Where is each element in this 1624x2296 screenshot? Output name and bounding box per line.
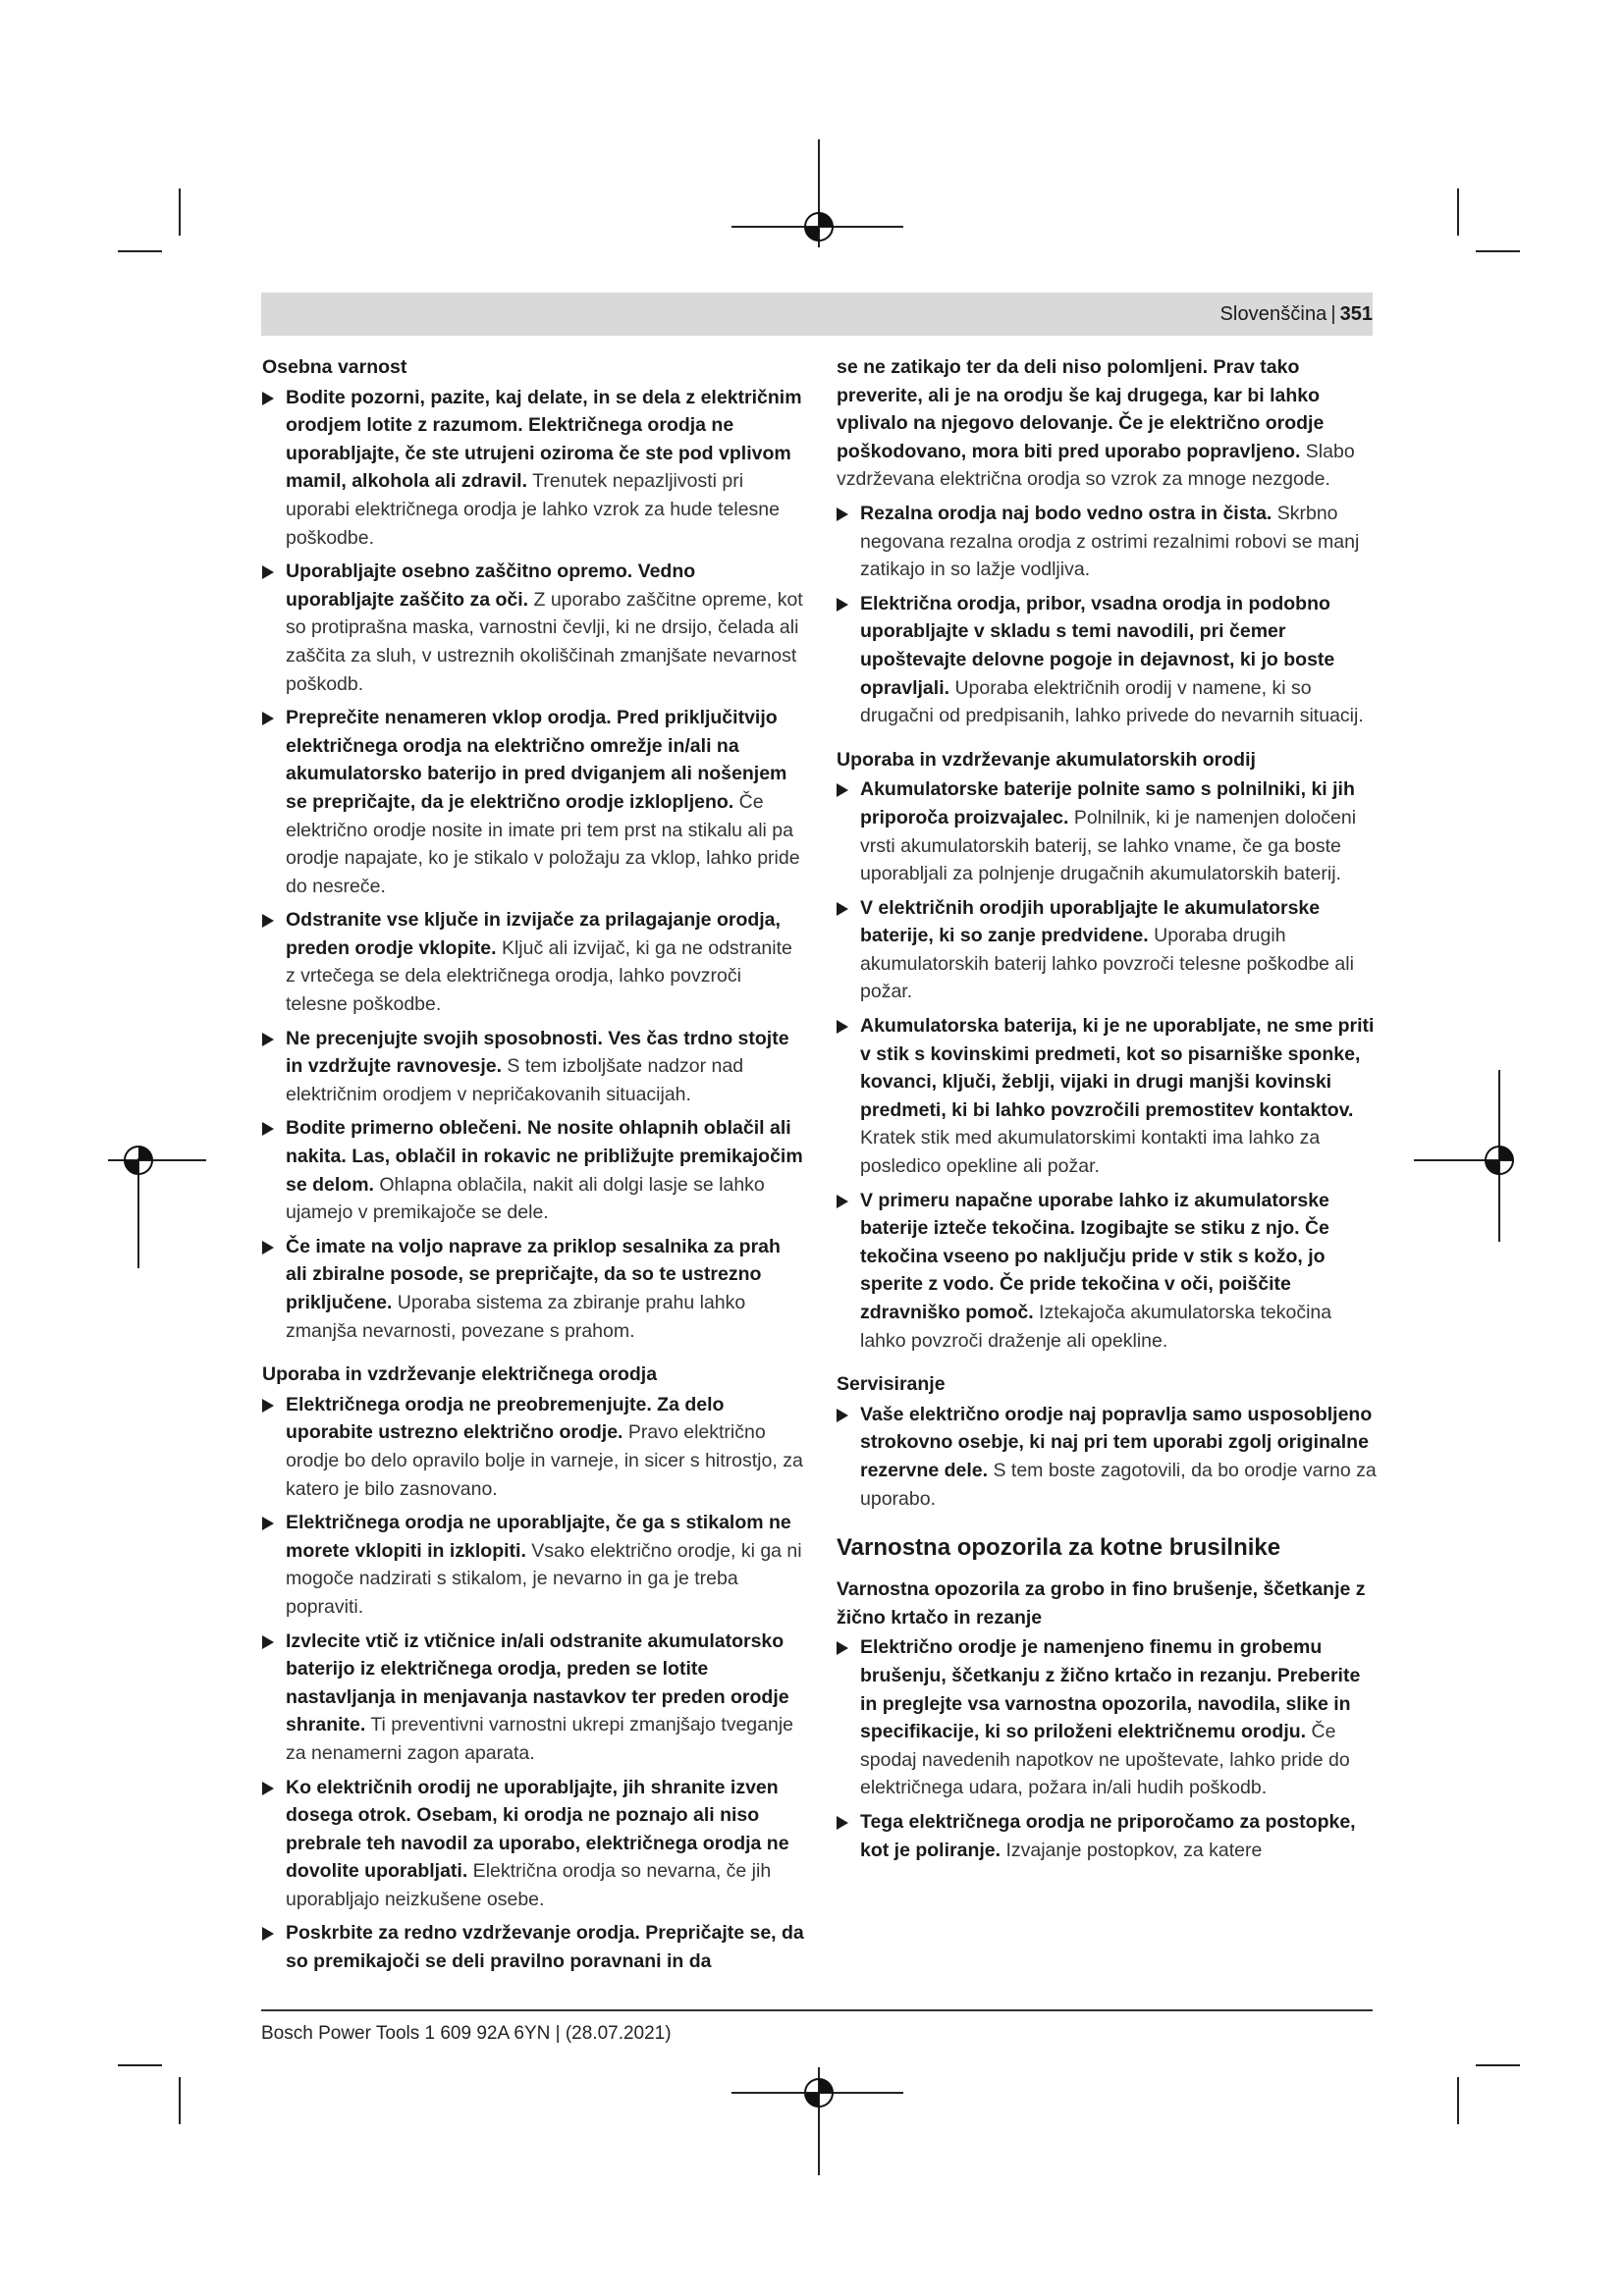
list-item: [837, 775, 1379, 887]
item-bold-text: Električnega orodja ne preobremenjujte. Za delo uporabite ustrezno električno orodje.: [286, 1393, 725, 1444]
registration-target-icon: [797, 205, 840, 248]
item-bold-text: V primeru napačne uporabe lahko iz akumulatorske baterije izteče tekočina. Izogibajte se stiku z njo. Če tekočina vseeno po naključju pride v stik s kožo, jo sperite z vodo. Če pride tekočina v oči, poiščite zdravniško pomoč.: [860, 1189, 1329, 1323]
header-separator: |: [1330, 303, 1336, 325]
item-bold-text: V električnih orodjih uporabljajte le akumulatorske baterije, ki so zanje predvidene.: [860, 896, 1321, 947]
page-header: [1219, 298, 1373, 330]
item-plain-text: Uporaba električnih orodij v namene, ki so drugačni od predpisanih, lahko privede do nevarnih situacij.: [860, 676, 1364, 727]
list-item: [262, 906, 804, 1018]
item-plain-text: Iztekajoča akumulatorska tekočina lahko povzroči draženje ali opekline.: [860, 1302, 1332, 1352]
bullet-triangle-icon: [837, 1195, 848, 1208]
item-plain-text: Uporaba sistema za zbiranje prahu lahko zmanjša nevarnosti, povezane s prahom.: [286, 1292, 746, 1342]
item-bold-text: Izvlecite vtič iz vtičnice in/ali odstranite akumulatorsko baterijo iz električnega orodja, preden se lotite nastavljanja in menjavanja nastavkov ter preden orodje shranite.: [286, 1629, 789, 1736]
registration-target-icon: [117, 1139, 160, 1182]
crop-mark: [1476, 2064, 1520, 2066]
item-plain-text: Ti preventivni varnostni ukrepi zmanjšajo tveganje za nenamerni zagon aparata.: [286, 1714, 794, 1764]
item-bold-text: Rezalna orodja naj bodo vedno ostra in čista.: [860, 502, 1272, 524]
bullet-triangle-icon: [262, 1635, 274, 1649]
list-item: [262, 384, 804, 553]
footer-text: Bosch Power Tools 1 609 92A 6YN | (28.07.2021): [261, 2023, 672, 2044]
list-item: [262, 1628, 804, 1768]
section-heading-akumulatorska: Uporaba in vzdrževanje akumulatorskih orodij: [837, 748, 1256, 771]
crop-mark: [118, 250, 162, 252]
bullet-triangle-icon: [262, 1927, 274, 1941]
item-bold-text: Bodite pozorni, pazite, kaj delate, in se dela z električnim orodjem lotite z razumom. Električnega orodja ne uporabljajte, če ste utrujeni oziroma če ste pod vplivom mamil, alkohola ali zdravil.: [286, 386, 802, 493]
header-band: [261, 293, 1373, 336]
item-bold-text: Če imate na voljo naprave za priklop sesalnika za prah ali zbiralne posode, se prepričajte, da so te ustrezno priključene.: [286, 1235, 781, 1313]
list-item: [837, 1808, 1379, 1864]
list-item: [262, 1774, 804, 1914]
bullet-triangle-icon: [262, 712, 274, 725]
item-plain-text: Trenutek nepazljivosti pri uporabi električnega orodja je lahko vzrok za hude telesne poškodbe.: [286, 470, 780, 549]
bullet-triangle-icon: [262, 1399, 274, 1413]
list-item: [262, 1025, 804, 1109]
section-heading-osebna: Osebna varnost: [262, 356, 407, 378]
crop-mark: [179, 2077, 181, 2124]
item-plain-text: Slabo vzdrževana električna orodja so vzrok za mnoge nezgode.: [837, 440, 1355, 491]
bullet-triangle-icon: [262, 392, 274, 405]
right-column: [837, 353, 1379, 1870]
list-item: [262, 1114, 804, 1226]
item-bold-text: Odstranite vse ključe in izvijače za prilagajanje orodja, preden orodje vklopite.: [286, 909, 781, 959]
list-item: [837, 590, 1379, 730]
bullet-triangle-icon: [262, 1782, 274, 1795]
item-plain-text: Vsako električno orodje, ki ga ni mogoče nadzirati s stikalom, je nevarno in ga je treba popraviti.: [286, 1539, 802, 1618]
item-plain-text: Ohlapna oblačila, nakit ali dolgi lasje se lahko ujamejo v premikajoče se dele.: [286, 1173, 765, 1224]
bullet-triangle-icon: [262, 914, 274, 928]
bullet-triangle-icon: [837, 783, 848, 797]
item-plain-text: Izvajanje postopkov, za katere: [1001, 1839, 1263, 1861]
left-column: [262, 353, 804, 1982]
item-plain-text: Električna orodja so nevarna, če jih uporabljajo neizkušene osebe.: [286, 1860, 772, 1910]
list-item: [837, 1012, 1379, 1181]
list-item: [262, 1919, 804, 1975]
list-item: [837, 500, 1379, 584]
item-bold-text: Vaše električno orodje naj popravlja samo usposobljeno strokovno osebje, ki naj pri tem uporabi zgolj originalne rezervne dele.: [860, 1403, 1373, 1481]
bullet-triangle-icon: [262, 1033, 274, 1046]
item-bold-text: Ne precenjujte svojih sposobnosti. Ves čas trdno stojte in vzdržujte ravnovesje.: [286, 1027, 789, 1078]
crop-mark: [118, 2064, 162, 2066]
item-plain-text: S tem izboljšate nadzor nad električnim orodjem v nepričakovanih situacijah.: [286, 1055, 744, 1105]
item-plain-text: Kratek stik med akumulatorskimi kontakti ima lahko za posledico opekline ali požar.: [860, 1127, 1321, 1178]
list-item: [262, 1391, 804, 1503]
bullet-triangle-icon: [262, 1122, 274, 1136]
footer-rule: [261, 2009, 1373, 2011]
bullet-triangle-icon: [837, 1816, 848, 1830]
continued-item: [837, 353, 1379, 494]
registration-target-icon: [797, 2071, 840, 2114]
subsection-heading-brusenje: Varnostna opozorila za grobo in fino brušenje, ščetkanje z žično krtačo in rezanje: [837, 1578, 1366, 1629]
item-bold-text: Električnega orodja ne uporabljajte, če ga s stikalom ne morete vklopiti in izklopiti.: [286, 1512, 791, 1562]
item-bold-text: Poskrbite za redno vzdrževanje orodja. Prepričajte se, da so premikajoči se deli pravilno poravnani in da: [286, 1922, 804, 1973]
item-plain-text: Z uporabo zaščitne opreme, kot so protiprašna maska, varnostni čevlji, ki ne drsijo, čelada ali zaščita za sluh, v ustreznih okoliščinah zmanjšate nevarnost poškodb.: [286, 588, 803, 695]
page-number: 351: [1339, 303, 1373, 325]
crop-mark: [1457, 188, 1459, 236]
bullet-triangle-icon: [837, 1409, 848, 1422]
list-item: [837, 894, 1379, 1006]
crop-mark: [1457, 2077, 1459, 2124]
list-item: [837, 1401, 1379, 1513]
list-item: [262, 704, 804, 900]
item-bold-text: se ne zatikajo ter da deli niso polomljeni. Prav tako preverite, ali je na orodju še kaj drugega, kar bi lahko vplivalo na njegovo delovanje. Če je električno orodje poškodovano, mora biti pred uporabo popravljeno.: [837, 356, 1325, 462]
item-plain-text: Če električno orodje nosite in imate pri tem prst na stikalu ali pa orodje napajate, ko je stikalo v položaju za vklop, lahko pride do nesreče.: [286, 790, 800, 897]
crop-mark: [179, 188, 181, 236]
section-heading-servisiranje: Servisiranje: [837, 1373, 946, 1396]
item-plain-text: S tem boste zagotovili, da bo orodje varno za uporabo.: [860, 1459, 1377, 1510]
section-heading-kotne-brusilnike: Varnostna opozorila za kotne brusilnike: [837, 1534, 1281, 1562]
item-plain-text: Če spodaj navedenih napotkov ne upoštevate, lahko pride do električnega udara, požara in/ali hudih poškodb.: [860, 1721, 1350, 1799]
item-bold-text: Ko električnih orodij ne uporabljajte, jih shranite izven dosega otrok. Osebam, ki orodja ne poznajo ali niso prebrale teh navodil za uporabo, električnega orodja ne dovolite uporabljati.: [286, 1776, 789, 1883]
item-plain-text: Ključ ali izvijač, ki ga ne odstranite z vrtečega se dela električnega orodja, lahko povzroči telesne poškodbe.: [286, 936, 792, 1016]
registration-target-icon: [1478, 1139, 1521, 1182]
bullet-triangle-icon: [837, 1641, 848, 1655]
item-plain-text: Uporaba drugih akumulatorskih baterij lahko povzroči telesne poškodbe ali požar.: [860, 925, 1354, 1003]
item-bold-text: Akumulatorska baterija, ki je ne uporabljate, ne sme priti v stik s kovinskimi predmeti, kot so pisarniške sponke, kovanci, ključi, žeblji, vijaki in drugi manjši kovinski predmeti, ki bi lahko povzročili premostitev kontaktov.: [860, 1015, 1375, 1121]
section-heading-uporaba-orodja: Uporaba in vzdrževanje električnega orodja: [262, 1363, 658, 1386]
bullet-triangle-icon: [262, 1517, 274, 1530]
item-plain-text: Polnilnik, ki je namenjen določeni vrsti akumulatorskih baterij, se lahko vname, če ga boste uporabljali za polnjenje drugačnih akumulatorskih baterij.: [860, 806, 1357, 885]
item-plain-text: Skrbno negovana rezalna orodja z ostrimi rezalnimi robovi se manj zatikajo in so lažje vodljiva.: [860, 502, 1360, 581]
list-item: [262, 558, 804, 698]
bullet-triangle-icon: [262, 1241, 274, 1255]
bullet-triangle-icon: [837, 1020, 848, 1034]
item-bold-text: Električno orodje je namenjeno finemu in grobemu brušenju, ščetkanju z žično krtačo in rezanju. Preberite in preglejte vsa varnostna opozorila, navodila, slike in specifikacije, ki so priloženi električnemu orodju.: [860, 1636, 1361, 1743]
item-bold-text: Uporabljajte osebno zaščitno opremo. Vedno uporabljajte zaščito za oči.: [286, 561, 696, 611]
bullet-triangle-icon: [262, 565, 274, 579]
item-bold-text: Preprečite nenameren vklop orodja. Pred priključitvijo električnega orodja na električno omrežje in/ali na akumulatorsko baterijo in pred dviganjem ali nošenjem se prepričajte, da je električno orodje izklopljeno.: [286, 707, 787, 813]
header-language: Slovenščina: [1219, 303, 1327, 325]
list-item: [262, 1233, 804, 1345]
item-plain-text: Pravo električno orodje bo delo opravilo bolje in varneje, in sicer s hitrostjo, za katero je bilo zasnovano.: [286, 1421, 803, 1500]
item-bold-text: Bodite primerno oblečeni. Ne nosite ohlapnih oblačil ali nakita. Las, oblačil in rokavic ne približujte premikajočim se delom.: [286, 1117, 803, 1196]
bullet-triangle-icon: [837, 507, 848, 521]
bullet-triangle-icon: [837, 902, 848, 916]
bullet-triangle-icon: [837, 598, 848, 612]
crop-mark: [1476, 250, 1520, 252]
list-item: [837, 1187, 1379, 1356]
item-bold-text: Tega električnega orodja ne priporočamo za postopke, kot je poliranje.: [860, 1810, 1356, 1861]
item-bold-text: Električna orodja, pribor, vsadna orodja in podobno uporabljajte v skladu s temi navodili, pri čemer upoštevajte delovne pogoje in dejavnost, ki jo boste opravljali.: [860, 592, 1335, 699]
list-item: [262, 1509, 804, 1621]
list-item: [837, 1633, 1379, 1802]
item-bold-text: Akumulatorske baterije polnite samo s polnilniki, ki jih priporoča proizvajalec.: [860, 778, 1355, 828]
